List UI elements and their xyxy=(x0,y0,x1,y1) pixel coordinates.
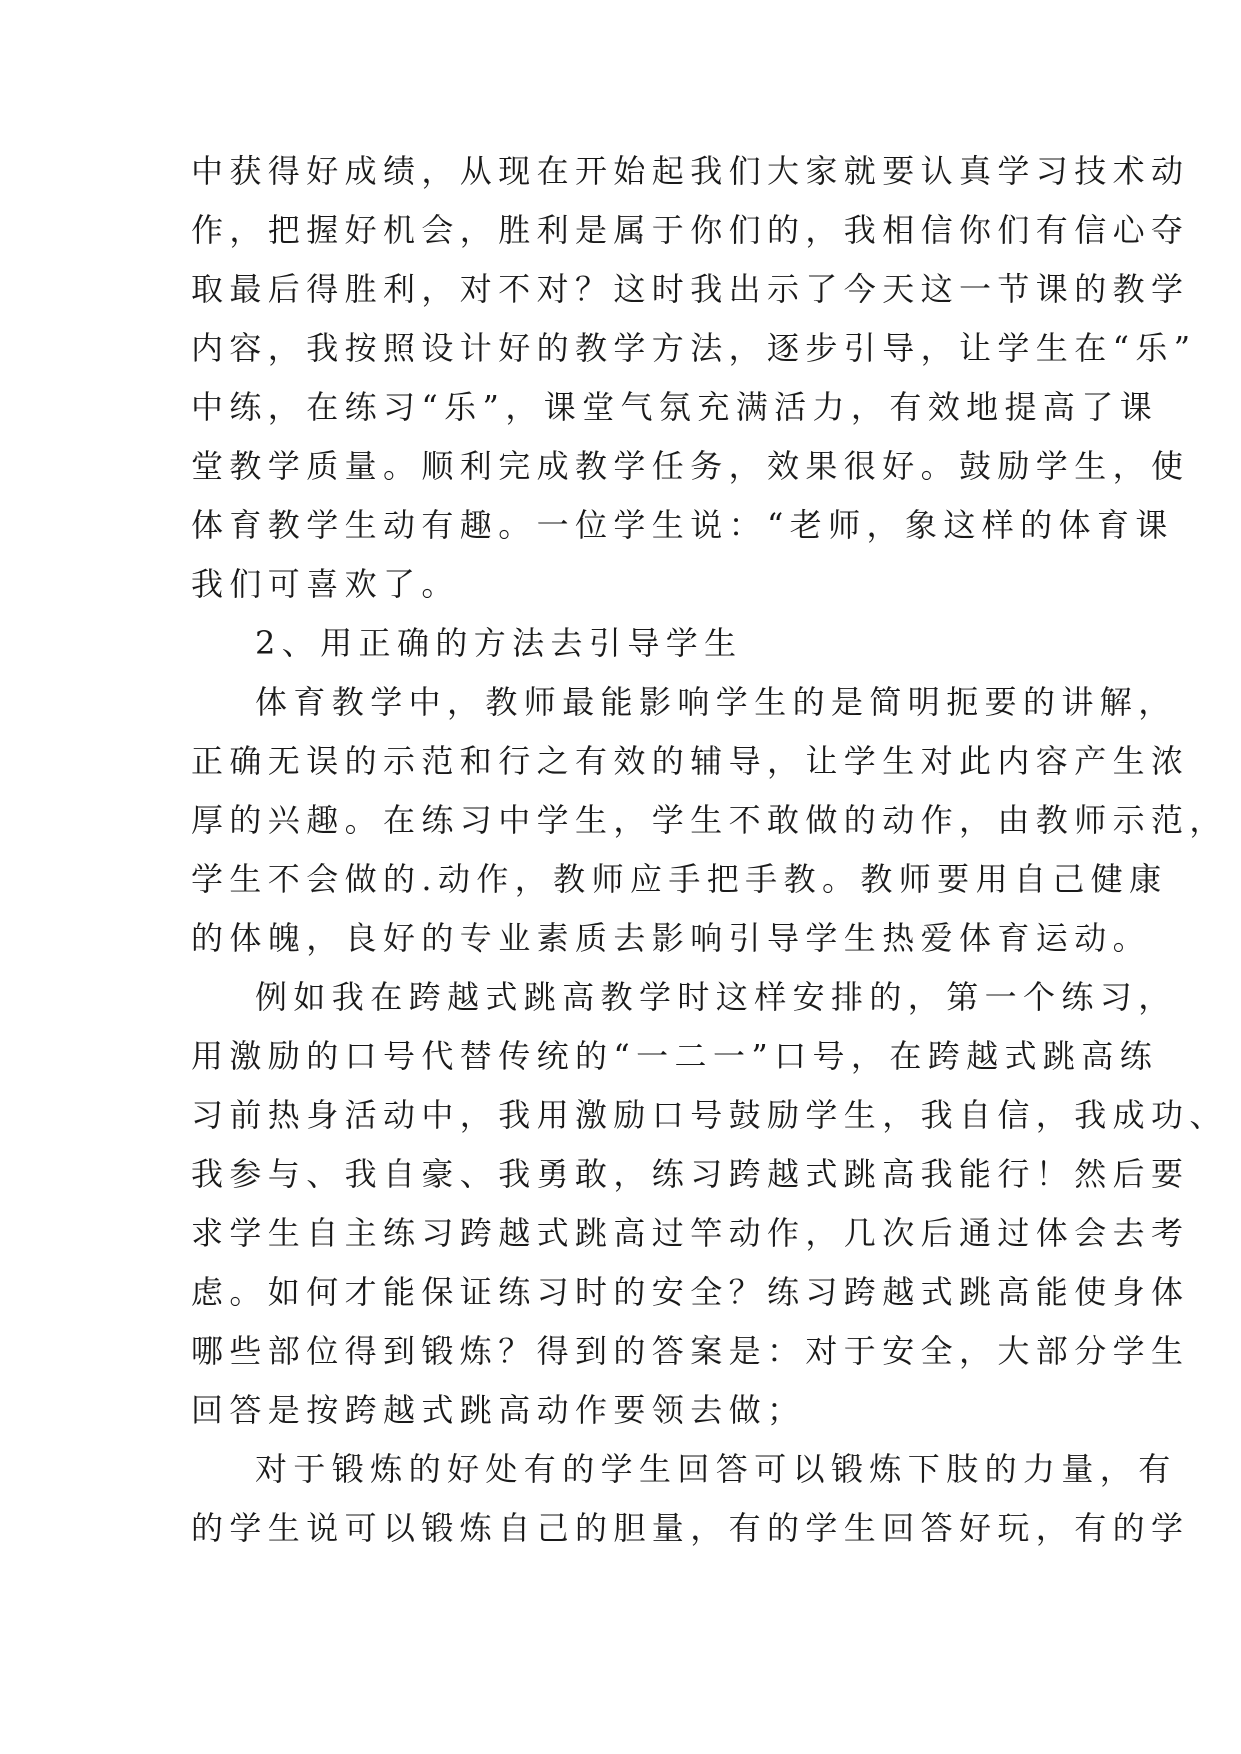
text-line: 作，把握好机会，胜利是属于你们的，我相信你们有信心夺 xyxy=(191,211,1190,249)
text-line: 习前热身活动中，我用激励口号鼓励学生，我自信，我成功、 xyxy=(191,1096,1228,1134)
section-heading: 2、用正确的方法去引导学生 xyxy=(255,624,743,662)
paragraph-first-line: 体育教学中，教师最能影响学生的是简明扼要的讲解， xyxy=(255,683,1177,721)
text-line: 内容，我按照设计好的教学方法，逐步引导，让学生在“乐” xyxy=(191,329,1197,367)
text-line: 求学生自主练习跨越式跳高过竿动作，几次后通过体会去考 xyxy=(191,1214,1190,1252)
paragraph-first-line: 对于锻炼的好处有的学生回答可以锻炼下肢的力量，有 xyxy=(255,1450,1177,1488)
text-line: 的体魄，良好的专业素质去影响引导学生热爱体育运动。 xyxy=(191,919,1152,957)
text-line: 中获得好成绩，从现在开始起我们大家就要认真学习技术动 xyxy=(191,152,1190,190)
text-line: 学生不会做的.动作，教师应手把手教。教师要用自己健康 xyxy=(191,860,1168,898)
text-line: 厚的兴趣。在练习中学生，学生不敢做的动作，由教师示范， xyxy=(191,801,1228,839)
text-line: 哪些部位得到锻炼？得到的答案是：对于安全，大部分学生 xyxy=(191,1332,1190,1370)
text-line: 虑。如何才能保证练习时的安全？练习跨越式跳高能使身体 xyxy=(191,1273,1190,1311)
text-line: 体育教学生动有趣。一位学生说：“老师，象这样的体育课 xyxy=(191,506,1174,544)
text-line: 中练，在练习“乐”，课堂气氛充满活力，有效地提高了课 xyxy=(191,388,1159,426)
text-line: 我参与、我自豪、我勇敢，练习跨越式跳高我能行！然后要 xyxy=(191,1155,1190,1193)
paragraph-first-line: 例如我在跨越式跳高教学时这样安排的，第一个练习， xyxy=(255,978,1177,1016)
text-line: 回答是按跨越式跳高动作要领去做； xyxy=(191,1391,806,1429)
text-line: 正确无误的示范和行之有效的辅导，让学生对此内容产生浓 xyxy=(191,742,1190,780)
text-line: 取最后得胜利，对不对？这时我出示了今天这一节课的教学 xyxy=(191,270,1190,308)
text-line: 用激励的口号代替传统的“一二一”口号，在跨越式跳高练 xyxy=(191,1037,1159,1075)
text-line: 的学生说可以锻炼自己的胆量，有的学生回答好玩，有的学 xyxy=(191,1509,1190,1547)
text-line: 堂教学质量。顺利完成教学任务，效果很好。鼓励学生，使 xyxy=(191,447,1190,485)
text-line: 我们可喜欢了。 xyxy=(191,565,460,603)
